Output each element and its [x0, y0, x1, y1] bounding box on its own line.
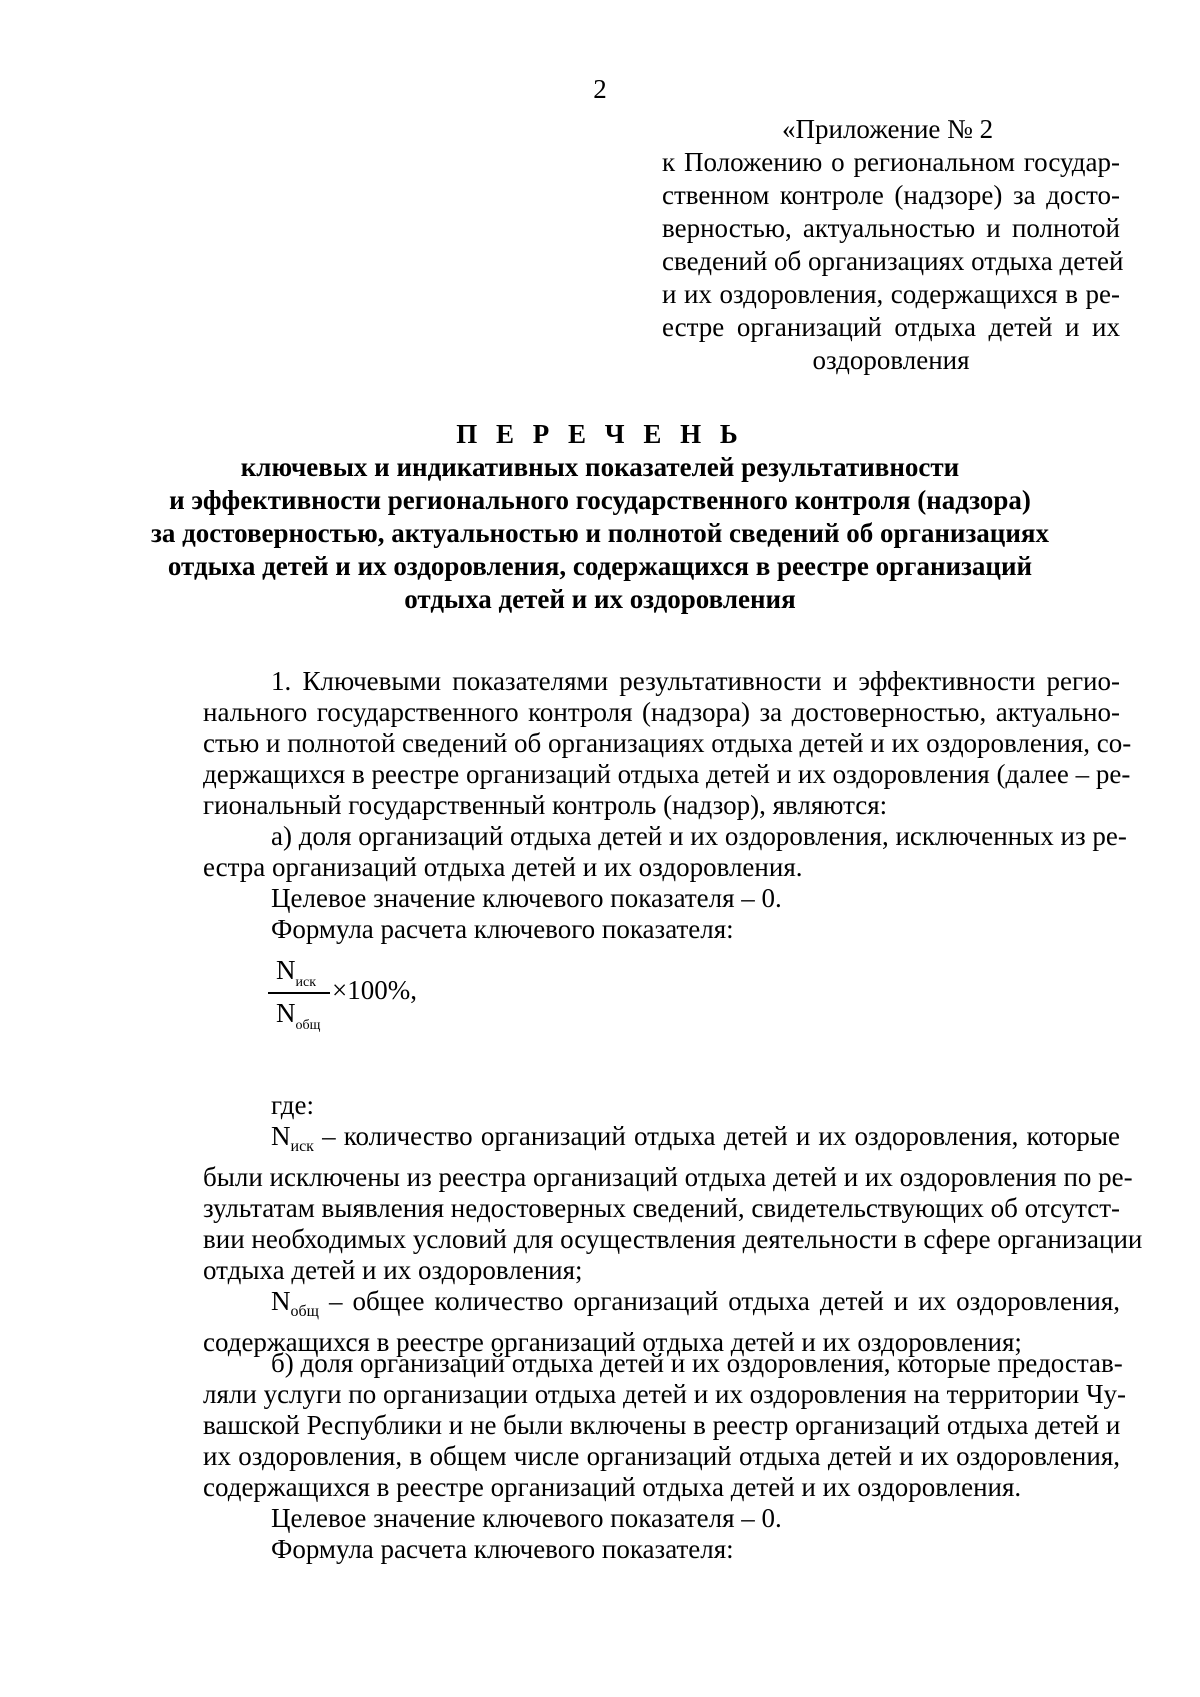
- appendix-line: сведений об организациях отдыха детей: [662, 246, 1124, 276]
- definition-isk: [203, 1121, 1120, 1162]
- symbol-subscript: общ: [290, 1303, 319, 1320]
- where-label: где:: [271, 1090, 314, 1120]
- text-line: их оздоровления, в общем числе организаций отдыха детей и их оздоровления,: [203, 1441, 1120, 1471]
- text-line: держащихся в реестре организаций отдыха детей и их оздоровления (далее – ре-: [203, 759, 1131, 789]
- appendix-line: ственном контроле (надзоре) за досто-: [662, 180, 1120, 210]
- title-line: ключевых и индикативных показателей результативности: [240, 452, 960, 482]
- title-line: отдыха детей и их оздоровления, содержащихся в реестре организаций: [167, 551, 1033, 581]
- text-line: содержащихся в реестре организаций отдыха детей и их оздоровления.: [203, 1472, 1022, 1502]
- symbol: N: [271, 1121, 291, 1151]
- fraction-bar: [268, 992, 330, 994]
- paragraph-1: [203, 666, 1132, 945]
- denominator-symbol: N: [276, 998, 296, 1028]
- appendix-header: [662, 113, 1124, 377]
- denominator: [276, 998, 321, 1033]
- symbol: N: [271, 1286, 291, 1316]
- title-heading: П Е Р Е Ч Е Н Ь: [456, 419, 744, 449]
- appendix-line: к Положению о региональном государ-: [662, 147, 1120, 177]
- text-line: были исключены из реестра организаций отдыха детей и их оздоровления по ре-: [203, 1162, 1133, 1192]
- definition-text: – общее количество организаций отдыха детей и их оздоровления,: [318, 1286, 1120, 1316]
- appendix-line: верностью, актуальностью и полнотой: [662, 213, 1120, 243]
- appendix-line: оздоровления: [812, 345, 970, 375]
- text-line: гиональный государственный контроль (надзор), являются:: [203, 790, 888, 820]
- text-line: естра организаций отдыха детей и их оздоровления.: [203, 852, 803, 882]
- text-line: вии необходимых условий для осуществления деятельности в сфере организации: [203, 1224, 1143, 1254]
- text-line: ляли услуги по организации отдыха детей и их оздоровления на территории Чу-: [203, 1379, 1127, 1409]
- formula-label-a: Формула расчета ключевого показателя:: [271, 914, 734, 944]
- document-title: [140, 418, 1060, 616]
- appendix-line: и их оздоровления, содержащихся в ре-: [662, 279, 1120, 309]
- title-line: за достоверностью, актуальностью и полнотой сведений об организациях: [150, 518, 1050, 548]
- target-value-a: Целевое значение ключевого показателя – 0.: [271, 883, 782, 913]
- denominator-subscript: общ: [295, 1018, 321, 1033]
- text-line: вашской Республики и не были включены в реестр организаций отдыха детей и: [203, 1410, 1121, 1440]
- text-line: б) доля организаций отдыха детей и их оздоровления, которые предостав-: [271, 1348, 1123, 1378]
- target-value-b: Целевое значение ключевого показателя – 0.: [271, 1503, 782, 1533]
- title-line: и эффективности регионального государственного контроля (надзора): [169, 485, 1031, 515]
- definitions: [203, 1090, 1143, 1358]
- text-line: а) доля организаций отдыха детей и их оздоровления, исключенных из ре-: [271, 821, 1127, 851]
- formula-label-b: Формула расчета ключевого показателя:: [271, 1534, 734, 1564]
- definition-text: – количество организаций отдыха детей и их оздоровления, которые: [313, 1121, 1120, 1151]
- numerator-subscript: иск: [295, 975, 317, 990]
- page-number: 2: [593, 74, 607, 104]
- text-line: зультатам выявления недостоверных сведений, свидетельствующих об отсутст-: [203, 1193, 1120, 1223]
- appendix-title: «Приложение № 2: [782, 114, 994, 144]
- paragraph-b: [203, 1348, 1127, 1565]
- definition-obsh: [203, 1286, 1120, 1327]
- numerator: [276, 955, 317, 990]
- text-line: 1. Ключевыми показателями результативности и эффективности регио-: [271, 666, 1120, 696]
- text-line: нального государственного контроля (надзора) за достоверностью, актуально-: [203, 697, 1120, 727]
- title-line: отдыха детей и их оздоровления: [404, 584, 796, 614]
- multiplier: ×100%,: [332, 975, 417, 1005]
- text-line: отдыха детей и их оздоровления;: [203, 1255, 583, 1285]
- numerator-symbol: N: [276, 955, 296, 985]
- text-line: содержащихся в реестре организаций отдыха детей и их оздоровления;: [203, 1327, 1022, 1357]
- symbol-subscript: иск: [290, 1138, 314, 1155]
- text-line: стью и полнотой сведений об организациях отдыха детей и их оздоровления, со-: [203, 728, 1132, 758]
- appendix-line: естре организаций отдыха детей и их: [662, 312, 1120, 342]
